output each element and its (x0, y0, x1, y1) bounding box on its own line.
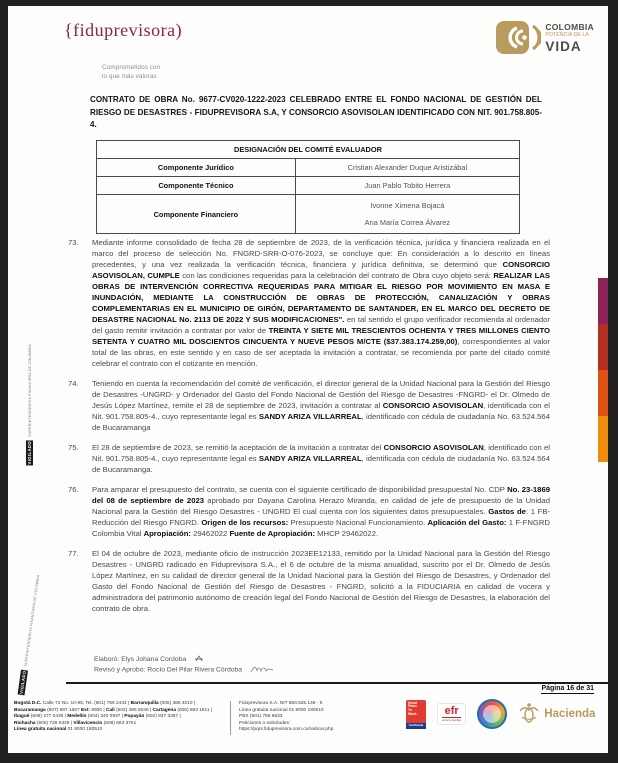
paragraph-item (68, 548, 550, 614)
footer-contact-line: Línea gratuita nacional 01 8000 180510 (239, 707, 324, 713)
colombia-label: COLOMBIA (545, 21, 594, 32)
footer-url: https://pqrs.fiduprevisora.com.co/radicar.php (239, 727, 334, 733)
paragraph-item (68, 442, 550, 475)
paragraph-text: Para amparar el presupuesto del contrato, se cuenta con el siguiente certificado de disponibilidad presupuestal No. CDP No. 23-1869 del 08 de septiembre de 2023 aprobado por Dayana Carolina Herazo Miranda, en calidad de jefe de presupuesto de la Unidad Nacional para la Gestión del Riesgo Desastres - UNGRD El cual cuenta con los siguientes datos presupuestales. Gastos de: 1 FB- Reducción del Riesgo FNGRD. Origen de los recursos: Presupuesto Nacional Funcionamiento. Aplicación del Gasto: 1 F-FNGRD Colombia Vital Apropiación: 29462022 Fuente de Apropiación: MHCP 29462022. (92, 485, 551, 538)
logo-tagline: Comprometidos con lo que más valoras (102, 64, 161, 80)
component-label: Componente Financiero (97, 195, 296, 234)
paragraph-number: 73. (68, 238, 79, 247)
page-header (64, 20, 608, 90)
vigilado-stamp: SUPERINTENDENCIA FINANCIERA DE COLOMBIA VIGILADO (27, 344, 32, 465)
footer-contact-line: Peticiones o solicitudes: (239, 720, 291, 726)
footer-addresses (14, 701, 222, 734)
colombia-logo-icon (495, 18, 541, 58)
footer-address-line: Bogotá D.C. Calle 72 No. 10-85, Tel. (601) 756 2444 | Barranquilla (605) 385 4010 | (14, 701, 196, 706)
paragraph-text: Teniendo en cuenta la recomendación del comité de verificación, el director general de la Unidad Nacional para la Gestión del Riesgo de Desastres -UNGRD- y Ordenador del Gasto del Fondo Nacional de Gestión del Riesgo de Desastres -FNGRD- el Dr. Olmedo de Jesús López Martínez, remite el 28 de septiembre de 2023, invitación a contratar al CONSORCIO ASOVISOLAN, identificada con el Nit. 901.758.805-4., cuyo representante legal es SANDY ARIZA VILLARREAL, identificado con cédula de ciudadanía No. 63.524.564 de Bucaramanga (92, 379, 550, 432)
paragraph-text: El 04 de octubre de 2023, mediante oficio de instrucción 2023EE12133, remitido por la Unidad Nacional para la Gestión del Riesgo Desastres - UNGRD radicado en Fiduprevisora S.A., el 6 de octubre de la misma anualidad, suscrito por el Dr. Olmedo de Jesús López Martínez, en su calidad de director general de la Unidad Nacional para la Gestión del Riesgo de Desastres, y Ordenador del Gasto del Fondo Nacional de Gestión del Riesgo de Desastres - FNGRD, solicitó a la FIDUCIARIA en calidad de vocera y administradora del patrimonio autónomo de creación legal del Fondo Nacional de Gestión del Riesgo de Desastres, la elaboración del contrato de obra. (92, 549, 550, 613)
colombia-logo (495, 18, 594, 58)
color-strip (598, 278, 608, 462)
footer-address-line: Ibagué (608) 277 0439 | Medellín (604) 340 0937 | Popayán (602) 837 3367 | (14, 714, 181, 720)
paragraph-item (68, 237, 550, 369)
signature-block (94, 655, 274, 674)
paragraph-item (68, 378, 550, 433)
certification-seal-icon (477, 699, 507, 729)
document-page (8, 6, 608, 753)
condor-emblem-icon (518, 701, 540, 727)
reviso-line: Revisó y Aprobó: Rocío Del Pilar Rivera Córdoba (94, 665, 274, 675)
evaluator-table (96, 140, 520, 234)
component-value: Cristian Alexander Duque Aristizábal (295, 159, 519, 177)
strip-darkred (598, 324, 608, 370)
footer-address-line: Línea gratuita nacional 01 8000 180510 (14, 727, 103, 733)
vida-label: VIDA (545, 38, 582, 54)
footer-contact (239, 701, 399, 734)
table-header-row (97, 141, 520, 159)
table-row (97, 177, 520, 195)
paragraph-list (68, 237, 550, 623)
footer-rule (66, 682, 608, 684)
footer-contact-line: PBX (601) 756 6633 (239, 714, 283, 720)
component-value: Ivonne Ximena Bojacá Ana María Correa Álvarez (295, 195, 519, 234)
paragraph-number: 75. (68, 443, 79, 452)
page-footer (14, 699, 608, 749)
paragraph-text: Mediante informe consolidado de fecha 28 de septiembre de 2023, de la verificación técnica, jurídica y financiera realizada en el marco del proceso de selección No. FNGRD-SRR-O-076-2023, se concluye que: En consideración a lo descrito en líneas precedentes, y una vez realizada la verificación técnica, financiera y jurídica definitiva, se determinó que CONSORCIO ASOVISOLAN, CUMPLE con las condiciones requeridas para la celebración del contrato de Obra cuyo objeto será: REALIZAR LAS OBRAS DE INTERVENCIÓN CORRECTIVA REQUERIDAS PARA MITIGAR EL RIESGO POR MOVIMIENTO EN MASA E INUNDACIÓN, MEDIANTE LA CONSTRUCCIÓN DE OBRAS DE PROTECCIÓN, CANALIZACIÓN Y OBRAS COMPLEMENTARIAS EN EL MUNICIPIO DE GIRÓN, DEPARTAMENTO DE SANTANDER, EN EL MARCO DEL DECRETO DE DESASTRE NACIONAL No. 2113 DE 2022 Y SUS MODIFICACIONES". en tal sentido el grupo verificador recomienda al ordenador del gasto remitir invitación a contratar por valor de TREINTA Y SIETE MIL TRESCIENTOS OCHENTA Y TRES MILLONES CIENTO SETENTA Y CUATRO MIL DOSCIENTOS CINCUENTA Y NUEVE PESOS M/CTE ($37.383.174.259,00), correspondientes al valor total de las obras, en este sentido y en caso de ser aceptada la invitación a contratar, se recomienda por parte del citado comité celebrar el contrato con el cotizante en mención. (92, 238, 550, 368)
strip-orange (598, 416, 608, 462)
table-row (97, 195, 520, 234)
footer-address-line: Riohacha (605) 729 5328 | Villavicencio (608) 663 3751 (14, 720, 137, 726)
hacienda-logo: Hacienda (518, 701, 595, 727)
efr-logo: efr entorno familiar (437, 703, 466, 725)
component-label: Componente Jurídico (97, 159, 296, 177)
elaboro-line: Elaboró: Elys Johana Cordoba (94, 655, 274, 665)
vigilado-stamp: SUPERINTENDENCIA FINANCIERA DE COLOMBIA VIGILADO (18, 574, 40, 695)
component-value: Juan Pablo Tobito Herrera (295, 177, 519, 195)
footer-address-line: Bucaramanga (607) 697 1687 Ext: 6900 | Cali (602) 485 5036 | Cartagena (605) 693 1611 | (14, 707, 213, 713)
table-row (97, 159, 520, 177)
strip-orangered (598, 370, 608, 416)
document-title: CONTRATO DE OBRA No. 9677-CV020-1222-2023 CELEBRADO ENTRE EL FONDO NACIONAL DE GESTIÓN DEL RIESGO DE DESASTRES - FIDUPREVISORA S.A, Y CONSORCIO ASOVISOLAN IDENTIFICADO CON NIT. 901.758.805-4. (90, 95, 542, 129)
table-title: DESIGNACIÓN DEL COMITÉ EVALUADOR (97, 141, 520, 159)
footer-logos (406, 699, 595, 729)
potencia-label: POTENCIA DE LA (545, 31, 589, 38)
signature-mark-icon (194, 655, 204, 663)
great-place-to-work-logo: Great Place To Work. Certificada (406, 700, 426, 729)
paragraph-text: El 28 de septiembre de 2023, se remitió la aceptación de la invitación a contratar del CONSORCIO ASOVISOLAN, identificado con el Nit. 901.758.805-4., cuyo representante legal es SANDY ARIZA VILLARREAL, identificada con cédula de ciudadanía No. 63.524.564 de Bucaramanga. (92, 443, 550, 474)
paragraph-number: 74. (68, 379, 79, 388)
footer-divider (230, 701, 231, 735)
fiduprevisora-logo: {fiduprevisora) (64, 20, 183, 40)
signature-mark-icon (250, 665, 274, 674)
paragraph-number: 77. (68, 549, 79, 558)
paragraph-item (68, 484, 550, 539)
strip-magenta (598, 278, 608, 324)
paragraph-number: 76. (68, 485, 79, 494)
footer-contact-line: Fiduprevisora S.A. NIT 860.525.148 - 5 (239, 701, 323, 706)
page-number: Página 16 de 31 (541, 685, 594, 692)
component-label: Componente Técnico (97, 177, 296, 195)
